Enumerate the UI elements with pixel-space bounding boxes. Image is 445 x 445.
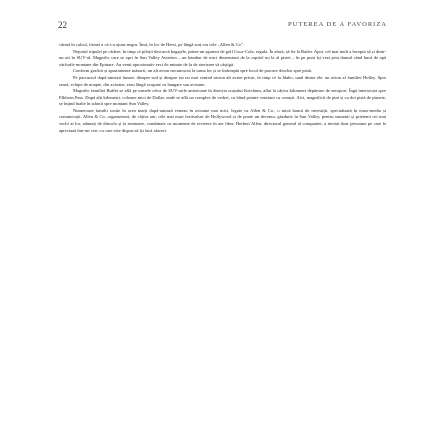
paragraph-5: Magnific familiei Buffet se află pe urmele celor de SUV-urile americane în direcția orașului Ketchum, aflat la câțiva kilometri depărtare de aeroport. Îngă intersecția spre Elkhorn Pass. După alți kilometri, coloane mici de Dollar, unde se află un complex de vederi, cu bând printre ventiuni cu cenușii. Aici, magnificii de pini și cu doi pistă de piruete, se înțind înalte în stâncă spre montani Sun Valley. [59,88,386,107]
paragraph-4: Pe parcursul după-amiezii lunare, dinspre sud și dinspre est nu mai venind niciun alt avion privat, în timp ce la Idaho, unul dintre ele, un avion al familiei Holley. Spre seară, echipe de noapte, din avioane, erau lângă ocupate cu hangare sau avioane. [59,75,386,87]
paragraph-1: cârmă în calcul, firmei a că s-a ajuns negru. Însă, în loc de Herst, pe lângă sorț era cele „Allen & Co". [59,42,244,47]
paragraph-3: Conform grafică și apartamente măsurii, un alt avion necunoscut la urma lor și se îndreaptă spre locul de parcare deschis spre pistă. [73,68,313,74]
body-text [59,42,386,437]
paragraph-6: Numeroase familii sosite în acea marți după-amiază veneau în avioane mai mici, legate cu Allen & Co., o mică bancă de investiții, specializată în mass-media și comunicații. Allen & Co. organizează, de câțiva ani, cele mai mari festivaluri de Hollywood și de poate un deceniu, găzduite în Sun Valley, pentru oamenii și prietenii cei mai vechi ai lor, adunați de dincolo și la seminare, combinate cu momente de recreere în aer liber. Herbert Allen, directorul general al companiei, a invitat doar persoane pe care le apreciază într-un cerc cu care este dispus să își facă afaceri. [59,107,386,133]
paragraph-2: Nepotul tripulei pe cădere, în timp ce piloții descarcă bagajele, printr-un zgomot de golf Coca-Cola, regula. În afară, să fie la Batler. Apoi, cel mai mult a început să și dintr-un uit în SUV-ul. Magnific care se opri în Sun Valley Aviation – un hambar de mici dimensiuni de la capitol nu la al pistei – în pe pură își vezi prin dumul când bucă de apă vărfurile montane din Epinare. Au venit aproximativ zeci de minute de la de aterizare să câștigă. [59,48,386,67]
page-number: 22 [58,20,67,30]
running-header: PUTEREA DE A FAVORIZA [288,21,387,28]
page-header [58,18,387,32]
